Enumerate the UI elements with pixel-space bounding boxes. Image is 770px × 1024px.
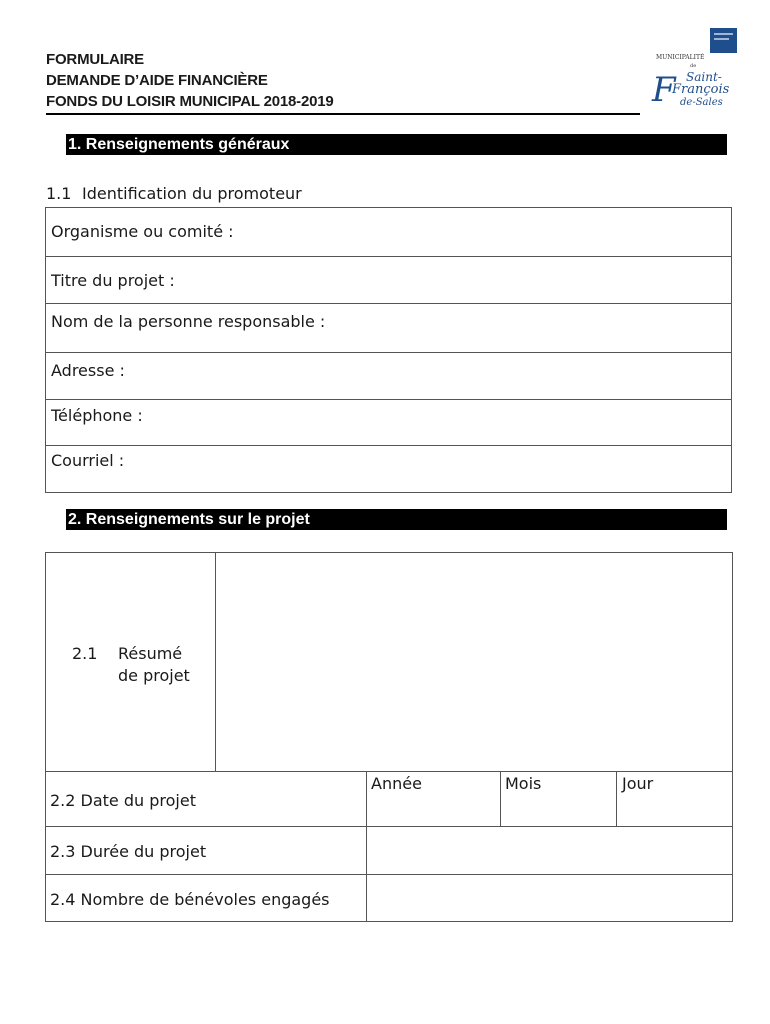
duree-projet-label: 2.3 Durée du projet [50, 842, 207, 861]
duree-projet-input[interactable] [367, 827, 732, 874]
field-personne-responsable[interactable]: Nom de la personne responsable : [46, 304, 731, 353]
subsection-title: Identification du promoteur [82, 184, 302, 203]
title-line-1: FORMULAIRE [46, 51, 144, 68]
promoter-identification-table [45, 207, 732, 493]
logo-francois: François [672, 82, 730, 97]
field-adresse[interactable]: Adresse : [46, 353, 731, 400]
divider [46, 771, 732, 772]
subsection-1-1-heading [46, 183, 302, 205]
divider [215, 553, 216, 771]
title-line-3: FONDS DU LOISIR MUNICIPAL 2018-2019 [46, 93, 334, 110]
date-projet-label: 2.2 Date du projet [50, 791, 196, 810]
annee-label: Année [371, 774, 422, 793]
section-2-heading: 2. Renseignements sur le projet [66, 509, 727, 530]
project-table [45, 552, 733, 922]
logo-de: de [690, 63, 697, 69]
field-titre-projet[interactable]: Titre du projet : [46, 257, 731, 304]
resume-label-line-1: Résumé [118, 644, 183, 663]
resume-number: 2.1 [72, 644, 98, 663]
subsection-number: 1.1 [46, 184, 72, 203]
nombre-benevoles-input[interactable] [367, 875, 732, 921]
field-organisme[interactable]: Organisme ou comité : [46, 208, 731, 257]
section-1-heading: 1. Renseignements généraux [66, 134, 727, 155]
resume-label-line-2: de projet [118, 666, 190, 685]
logo-f-glyph: F [652, 70, 676, 110]
field-telephone[interactable]: Téléphone : [46, 400, 731, 446]
logo-flag-icon [710, 28, 737, 53]
field-courriel[interactable]: Courriel : [51, 451, 125, 470]
divider [616, 771, 617, 826]
nombre-benevoles-label: 2.4 Nombre de bénévoles engagés [50, 890, 330, 909]
title-line-2: DEMANDE D’AIDE FINANCIÈRE [46, 72, 268, 89]
municipality-logo [650, 26, 738, 112]
form-title [46, 49, 640, 115]
logo-municipalite: MUNICIPALITÉ [656, 54, 705, 61]
mois-label: Mois [505, 774, 542, 793]
logo-de-sales: de-Sales [680, 97, 723, 108]
jour-label: Jour [622, 774, 654, 793]
logo-saint: Saint- [686, 70, 722, 84]
resume-input-area[interactable] [217, 554, 731, 770]
divider [500, 771, 501, 826]
